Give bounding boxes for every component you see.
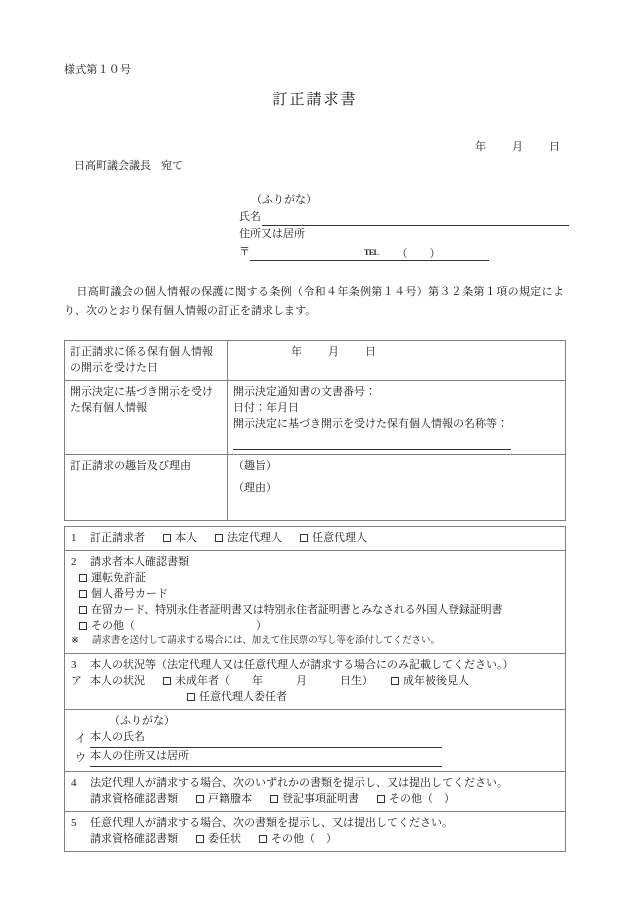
section-3-item-u-label: ウ	[75, 752, 86, 764]
doc-number-label: 開示決定通知書の文書番号：	[233, 386, 376, 398]
table-row	[65, 812, 566, 852]
info-name-input[interactable]	[233, 434, 511, 450]
section-5-label: 任意代理人が請求する場合、次の書類を提示し、又は提出してください。	[90, 817, 453, 829]
section-2-note: 請求書を送付して請求する場合には、加えて住民票の写し等を添付してください。	[92, 636, 440, 646]
section-4-option-1: 登記事項証明書	[282, 793, 359, 805]
table-row	[65, 654, 566, 710]
section-3-option-minor: 未成年者（ 年 月 日生）	[175, 675, 373, 687]
statement-paragraph	[64, 283, 564, 321]
checkbox-my-number-card[interactable]	[79, 590, 87, 598]
doc-date-label: 日付：	[233, 402, 266, 414]
checkbox-adult-ward[interactable]	[391, 677, 399, 685]
section-3-number: 3	[71, 659, 77, 671]
table-row	[65, 527, 566, 551]
section-2-option-3: その他（ ）	[91, 620, 267, 632]
tel-mark-icon: TEL	[358, 246, 381, 261]
table-row	[65, 772, 566, 812]
date-month-label: 月	[512, 141, 523, 153]
checkbox-voluntary-representative[interactable]	[300, 534, 308, 542]
table-row	[65, 455, 566, 521]
table-row	[65, 381, 566, 455]
person-address-row	[71, 748, 559, 767]
section-2-number: 2	[71, 556, 77, 568]
section-4-cell	[65, 772, 566, 812]
section-2-option-0: 運転免許証	[91, 572, 146, 584]
section-3-label: 本人の状況等（法定代理人又は任意代理人が請求する場合にのみ記載してください。）	[90, 659, 514, 671]
section-5-number: 5	[71, 817, 77, 829]
applicant-name-label: 氏名	[239, 211, 261, 223]
purpose-reason-value[interactable]	[228, 455, 566, 521]
info-name-label: 開示決定に基づき開示を受けた保有個人情報の名称等：	[233, 418, 508, 430]
section-3-option-delegator: 任意代理人委任者	[199, 691, 287, 703]
section-5-option-1: その他（ ）	[271, 833, 337, 845]
disclosure-date-label: 訂正請求に係る保有個人情報の開示を受けた日	[65, 341, 228, 381]
postal-mark-icon: 〒	[239, 246, 250, 258]
applicant-name-row	[239, 209, 569, 226]
doc-date-day: 日	[288, 402, 299, 414]
reason-label: （理由）	[233, 482, 277, 494]
section-3-option-ward: 成年被後見人	[403, 675, 469, 687]
table-row	[65, 551, 566, 654]
person-name-input[interactable]: 本人の氏名	[90, 729, 442, 748]
checkbox-voluntary-delegator[interactable]	[187, 693, 195, 701]
disclosure-date-value[interactable]	[228, 341, 566, 381]
addressee-suffix: 宛て	[161, 160, 183, 172]
section-5-cell	[65, 812, 566, 852]
checkbox-family-register[interactable]	[196, 795, 204, 803]
section-3-identity-cell	[65, 710, 566, 772]
disclosure-day: 日	[365, 346, 376, 358]
form-number: 様式第１０号	[64, 64, 132, 76]
postal-code-input[interactable]	[250, 247, 358, 261]
tel-last-input[interactable]	[441, 247, 489, 261]
date-day-label: 日	[549, 141, 560, 153]
person-name-row	[71, 729, 559, 748]
section-4-doc-label: 請求資格確認書類	[90, 793, 178, 805]
section-4-option-2: その他（ ）	[389, 793, 455, 805]
section-1-option-0: 本人	[175, 532, 197, 544]
note-mark-icon: ※	[71, 636, 79, 646]
section-2-option-1: 個人番号カード	[91, 588, 168, 600]
doc-date-year: 年	[266, 402, 277, 414]
person-address-input[interactable]: 本人の住所又は居所	[90, 748, 442, 767]
applicant-name-input[interactable]	[262, 212, 569, 226]
addressee-name: 日高町議会議長	[74, 160, 151, 172]
disclosed-info-value[interactable]	[228, 381, 566, 455]
section-1-cell	[65, 527, 566, 551]
purpose-label: （趣旨）	[233, 460, 277, 472]
checkbox-minor[interactable]	[163, 677, 171, 685]
checkbox-section4-other[interactable]	[377, 795, 385, 803]
section-1-option-2: 任意代理人	[312, 532, 367, 544]
statement-text: 日高町議会の個人情報の保護に関する条例（令和４年条例第１４号）第３２条第１項の規定により、次のとおり保有個人情報の訂正を請求します。	[64, 286, 564, 317]
applicant-furigana-label: （ふりがな）	[251, 194, 317, 206]
doc-date-row	[233, 400, 560, 416]
section-4-number: 4	[71, 777, 77, 789]
tel-paren-close: ）	[429, 248, 441, 260]
section-3-cell	[65, 654, 566, 710]
applicant-postal-tel-row	[239, 243, 569, 261]
page-title: 訂正請求書	[272, 92, 358, 108]
checkbox-power-of-attorney[interactable]	[196, 835, 204, 843]
disclosure-table	[64, 340, 566, 521]
purpose-reason-label: 訂正請求の趣旨及び理由	[65, 455, 228, 521]
applicant-verification-table	[64, 526, 566, 852]
section-3-item-i-label: イ	[75, 733, 86, 745]
checkbox-drivers-license[interactable]	[79, 574, 87, 582]
section-4-label: 法定代理人が請求する場合、次のいずれかの書類を提示し、又は提出してください。	[90, 777, 508, 789]
checkbox-self[interactable]	[163, 534, 171, 542]
disclosure-year: 年	[291, 346, 302, 358]
section-4-option-0: 戸籍謄本	[208, 793, 252, 805]
section-3-item-a-title: 本人の状況	[90, 675, 145, 687]
table-row	[65, 341, 566, 381]
doc-date-month: 月	[277, 402, 288, 414]
checkbox-section5-other[interactable]	[259, 835, 267, 843]
checkbox-other-document[interactable]	[79, 622, 87, 630]
section-2-label: 請求者本人確認書類	[90, 556, 189, 568]
checkbox-registry-certificate[interactable]	[270, 795, 278, 803]
section-3-item-a-label: ア	[71, 675, 82, 687]
section-1-number: 1	[71, 532, 77, 544]
section-5-doc-label: 請求資格確認書類	[90, 833, 178, 845]
date-year-label: 年	[475, 141, 486, 153]
section-1-label: 訂正請求者	[90, 532, 145, 544]
table-row	[65, 710, 566, 772]
section-1-option-1: 法定代理人	[227, 532, 282, 544]
applicant-address-label: 住所又は居所	[239, 228, 305, 240]
date-line	[64, 138, 566, 154]
disclosed-info-label: 開示決定に基づき開示を受けた保有個人情報	[65, 381, 228, 455]
section-2-cell	[65, 551, 566, 654]
applicant-block	[239, 192, 569, 261]
section-3-furigana-label: （ふりがな）	[109, 715, 175, 727]
checkbox-legal-representative[interactable]	[215, 534, 223, 542]
section-2-option-2: 在留カード、特別永住者証明書又は特別永住者証明書とみなされる外国人登録証明書	[91, 604, 503, 616]
tel-mid-input[interactable]	[408, 247, 430, 261]
section-5-option-0: 委任状	[208, 833, 241, 845]
tel-area-input[interactable]	[381, 247, 397, 261]
disclosure-month: 月	[328, 346, 339, 358]
addressee	[74, 157, 183, 173]
tel-paren-open: （	[396, 248, 408, 260]
checkbox-residence-card[interactable]	[79, 606, 87, 614]
